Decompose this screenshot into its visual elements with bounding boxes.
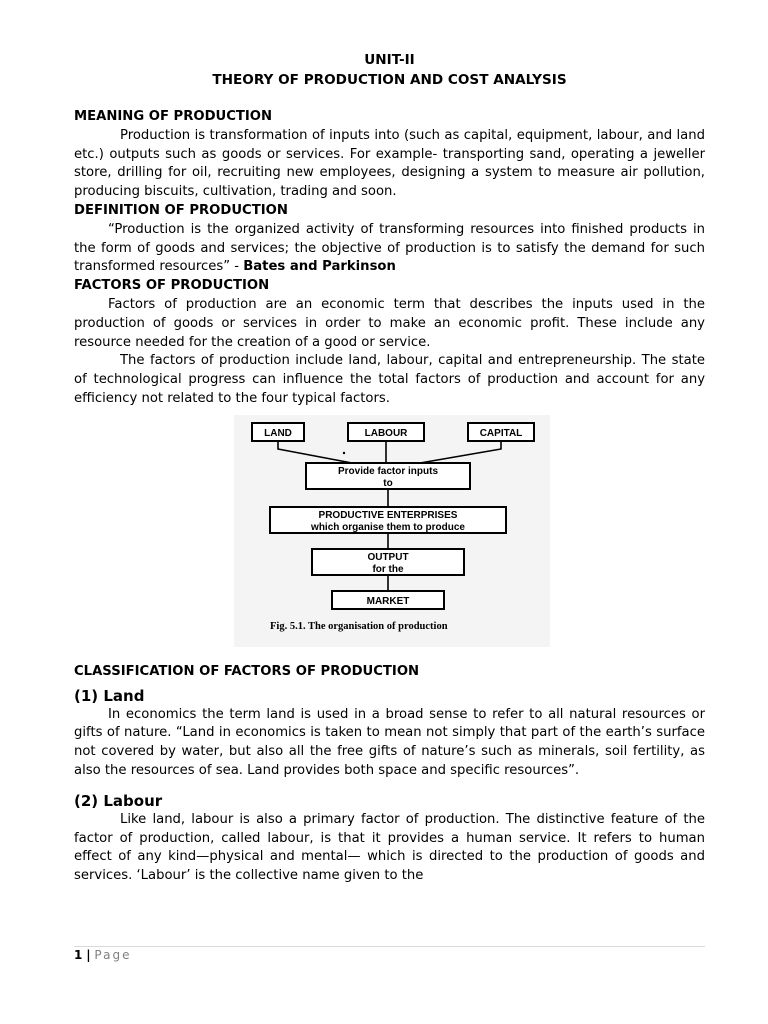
box-provide-line2: to [383, 477, 393, 489]
organisation-diagram [234, 415, 550, 647]
factors-paragraph-1: Factors of production are an economic term that describes the inputs used in the production of goods or services in order to make an economic profit. These include any resource needed for the creation of a good or service. [74, 296, 705, 350]
meaning-heading: MEANING OF PRODUCTION [74, 109, 273, 124]
land-paragraph: In economics the term land is used in a broad sense to refer to all natural resources or gifts of nature. “Land in economics is taken to mean not simply that part of the earth’s surface not covered by water, but also all the free gifts of nature’s such as minerals, soil fertility, as also the resources of sea. Land provides both space and specific resources”. [74, 706, 705, 778]
page-number: 1 [74, 948, 83, 962]
box-enterprise-line1: PRODUCTIVE ENTERPRISES [318, 509, 458, 521]
definition-author: Bates and Parkinson [243, 259, 396, 275]
page-footer [74, 946, 131, 964]
unit-title: UNIT-II [364, 52, 415, 68]
definition-paragraph [74, 221, 705, 277]
page-title: THEORY OF PRODUCTION AND COST ANALYSIS [212, 72, 567, 88]
land-heading: (1) Land [74, 686, 145, 705]
labour-paragraph: Like land, labour is also a primary factor of production. The distinctive feature of the factor of production, called labour, is that it provides a human service. It refers to human effect of any kind—physical and mental— which is directed to the production of goods and services. ‘Labour’ is the collective name given to the [74, 811, 705, 884]
page-label: Page [94, 948, 132, 962]
production-figure [74, 415, 705, 647]
box-capital-label: CAPITAL [479, 427, 523, 439]
box-provide-line1: Provide factor inputs [337, 465, 439, 477]
speck [343, 452, 345, 454]
labour-heading: (2) Labour [74, 791, 163, 810]
page-separator: | [86, 948, 91, 962]
box-output-line1: OUTPUT [367, 551, 409, 563]
factors-paragraph-2: The factors of production include land, labour, capital and entrepreneurship. The state of technological progress can influence the total factors of production and account for any efficiency not related to the four typical factors. [74, 353, 705, 406]
meaning-paragraph: Production is transformation of inputs into (such as capital, equipment, labour, and land etc.) outputs such as goods or services. For example- transporting sand, operating a jeweller store, drilling for oil, recruiting new employees, designing a system to measure air pollution, producing biscuits, cultivation, trading and soon. [74, 127, 705, 200]
page-content [74, 50, 705, 886]
box-market-label: MARKET [366, 595, 410, 607]
box-enterprise-line2: which organise them to produce [311, 521, 465, 533]
box-land-label: LAND [264, 427, 292, 439]
factors-heading: FACTORS OF PRODUCTION [74, 278, 270, 294]
figure-caption: Fig. 5.1. The organisation of production [270, 620, 448, 632]
box-labour-label: LABOUR [364, 427, 408, 439]
definition-quote: “Production is the organized activity of transforming resources into finished products in the form of goods and services; the objective of production is to satisfy the demand for such transformed resources” - [74, 221, 705, 275]
definition-heading: DEFINITION OF PRODUCTION [74, 202, 288, 218]
classification-heading: CLASSIFICATION OF FACTORS OF PRODUCTION [74, 663, 420, 679]
box-output-line2: for the [372, 563, 404, 575]
footer-divider [74, 946, 705, 947]
